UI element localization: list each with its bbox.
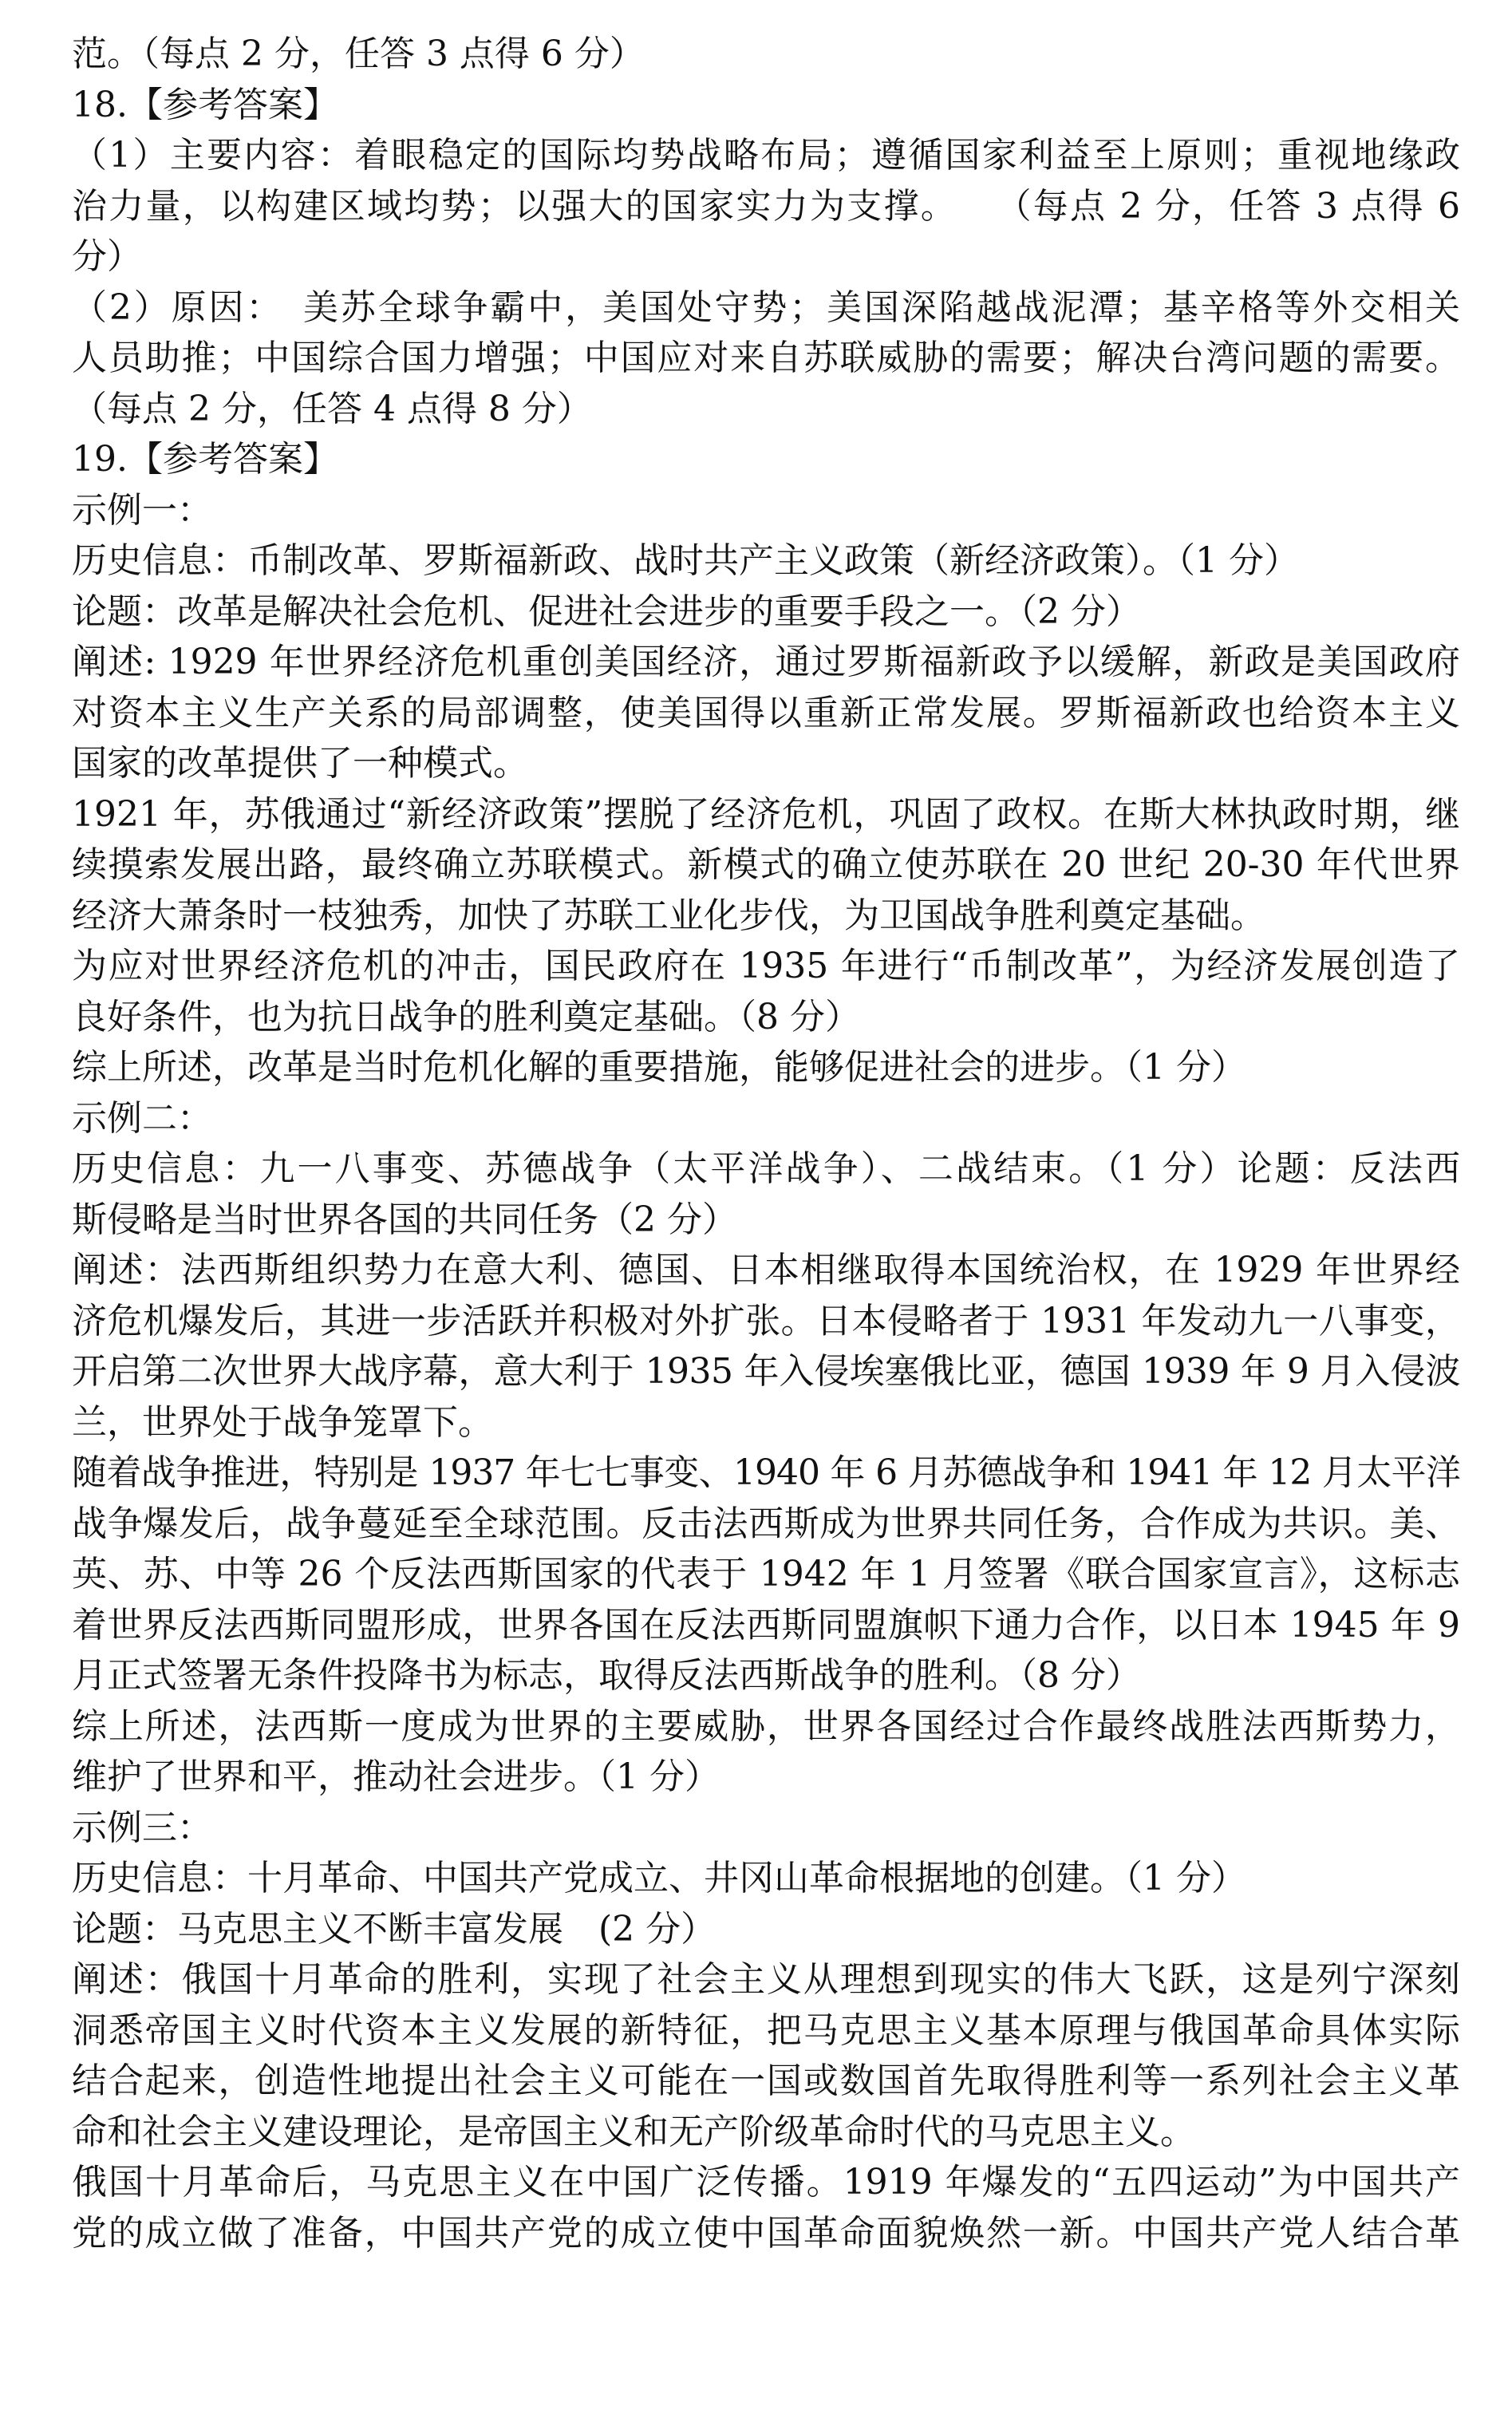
text-line: 阐述: 1929 年世界经济危机重创美国经济，通过罗斯福新政予以缓解，新政是美国政府 — [72, 642, 1460, 682]
text-line: 国家的改革提供了一种模式。 — [72, 743, 528, 784]
text-line: 斯侵略是当时世界各国的共同任务（2 分） — [72, 1199, 737, 1240]
text-line: 命和社会主义建设理论，是帝国主义和无产阶级革命时代的马克思主义。 — [72, 2111, 1195, 2152]
text-line: 对资本主义生产关系的局部调整，使美国得以重新正常发展。罗斯福新政也给资本主义 — [72, 692, 1460, 733]
text-line: 续摸索发展出路，最终确立苏联模式。新模式的确立使苏联在 20 世纪 20-30 年代世界 — [72, 844, 1460, 885]
text-line: 俄国十月革命后，马克思主义在中国广泛传播。1919 年爆发的“五四运动”为中国共产 — [72, 2162, 1460, 2203]
text-line: 阐述：法西斯组织势力在意大利、德国、日本相继取得本国统治权，在 1929 年世界经 — [72, 1250, 1460, 1290]
text-line: 历史信息：九一八事变、苏德战争（太平洋战争）、二战结束。（1 分）论题：反法西 — [72, 1148, 1460, 1189]
text-line: 论题：马克思主义不断丰富发展 (2 分） — [72, 1908, 717, 1950]
text-line: 为应对世界经济危机的冲击，国民政府在 1935 年进行“币制改革”，为经济发展创造了 — [72, 946, 1460, 986]
text-line: 示例三： — [72, 1807, 212, 1848]
text-line: 历史信息：十月革命、中国共产党成立、井冈山革命根据地的创建。（1 分） — [72, 1858, 1246, 1898]
text-line: 分） — [72, 236, 142, 277]
text-line: 维护了世界和平，推动社会进步。（1 分） — [72, 1756, 720, 1797]
text-line: 开启第二次世界大战序幕，意大利于 1935 年入侵埃塞俄比亚，德国 1939 年 9 月入侵波 — [72, 1351, 1460, 1392]
text-line: （2）原因： 美苏全球争霸中，美国处守势；美国深陷越战泥潭；基辛格等外交相关 — [72, 286, 1460, 328]
text-line: 治力量，以构建区域均势；以强大的国家实力为支撑。 （每点 2 分，任答 3 点得 6 — [72, 185, 1460, 227]
text-line: 英、苏、中等 26 个反法西斯国家的代表于 1942 年 1 月签署《联合国家宣言》，这标志 — [72, 1554, 1460, 1594]
text-line: 综上所述，法西斯一度成为世界的主要威胁，世界各国经过合作最终战胜法西斯势力， — [72, 1705, 1460, 1747]
text-line: 党的成立做了准备，中国共产党的成立使中国革命面貌焕然一新。中国共产党人结合革 — [72, 2212, 1460, 2254]
text-line: 随着战争推进，特别是 1937 年七七事变、1940 年 6 月苏德战争和 1941 年 12 月太平洋 — [72, 1452, 1460, 1493]
text-line: 综上所述，改革是当时危机化解的重要措施，能够促进社会的进步。（1 分） — [72, 1047, 1246, 1088]
text-line: 示例二： — [72, 1097, 212, 1139]
text-line: 兰，世界处于战争笼罩下。 — [72, 1401, 493, 1443]
text-line: （每点 2 分，任答 4 点得 8 分） — [72, 388, 592, 429]
text-line: 结合起来，创造性地提出社会主义可能在一国或数国首先取得胜利等一系列社会主义革 — [72, 2060, 1460, 2101]
text-line: 论题：改革是解决社会危机、促进社会进步的重要手段之一。（2 分） — [72, 591, 1141, 632]
text-line: 着世界反法西斯同盟形成，世界各国在反法西斯同盟旗帜下通力合作，以日本 1945 年 9 — [72, 1604, 1460, 1646]
text-line: 战争爆发后，战争蔓延至全球范围。反击法西斯成为世界共同任务，合作成为共识。美、 — [72, 1503, 1460, 1544]
answer-document — [72, 29, 1460, 2258]
text-line: 经济大萧条时一枝独秀，加快了苏联工业化步伐，为卫国战争胜利奠定基础。 — [72, 895, 1265, 936]
text-line: 月正式签署无条件投降书为标志，取得反法西斯战争的胜利。（8 分） — [72, 1655, 1141, 1696]
text-line: 洞悉帝国主义时代资本主义发展的新特征，把马克思主义基本原理与俄国革命具体实际 — [72, 2009, 1460, 2051]
text-line: 阐述：俄国十月革命的胜利，实现了社会主义从理想到现实的伟大飞跃，这是列宁深刻 — [72, 1959, 1460, 2000]
text-line: 历史信息：币制改革、罗斯福新政、战时共产主义政策（新经济政策）。（1 分） — [72, 540, 1299, 581]
text-line: 范。（每点 2 分，任答 3 点得 6 分） — [72, 34, 645, 74]
text-line: 1921 年，苏俄通过“新经济政策”摆脱了经济危机，巩固了政权。在斯大林执政时期，继 — [72, 793, 1460, 835]
text-line: 18.【参考答案】 — [72, 84, 338, 125]
text-line: 19.【参考答案】 — [72, 439, 338, 480]
text-line: 济危机爆发后，其进一步活跃并积极对外扩张。日本侵略者于 1931 年发动九一八事变， — [72, 1300, 1460, 1341]
text-line: （1）主要内容：着眼稳定的国际均势战略布局；遵循国家利益至上原则；重视地缘政 — [72, 135, 1460, 176]
text-line: 示例一： — [72, 489, 212, 531]
text-line: 良好条件，也为抗日战争的胜利奠定基础。（8 分） — [72, 996, 860, 1037]
text-line: 人员助推；中国综合国力增强；中国应对来自苏联威胁的需要；解决台湾问题的需要。 — [72, 338, 1460, 378]
